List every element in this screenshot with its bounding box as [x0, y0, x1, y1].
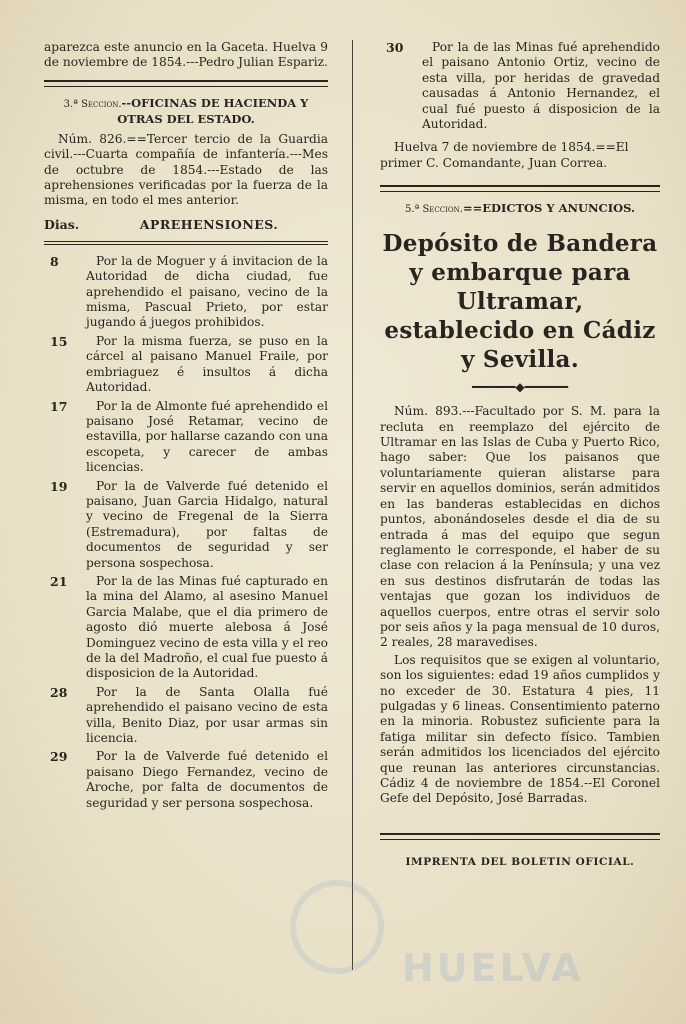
entry-text: Por la de Valverde fué detenido el paisano, Juan Garcia Hidalgo, natural y vecino de Fregenal de la Sierra (Estremadura), por faltas de documentos de seguridad y ser persona sospechosa. — [86, 478, 328, 570]
list-item — [44, 254, 328, 331]
entry-day: 15 — [50, 333, 68, 349]
entry-text: Por la misma fuerza, se puso en la cárcel al paisano Manuel Fraile, por embriaguez é insultos á dicha Autoridad. — [86, 333, 328, 395]
entry-text: Por la de Almonte fué aprehendido el paisano José Retamar, vecino de estavilla, por hallarse cazando con una escopeta, y carecer de ambas licencias. — [86, 398, 328, 475]
list-item — [44, 334, 328, 396]
entry-day: 29 — [50, 749, 68, 765]
list-item — [44, 399, 328, 476]
list-item — [44, 749, 328, 811]
rule-divider — [44, 80, 328, 87]
entry-day: 30 — [386, 40, 404, 55]
entry-day: 21 — [50, 573, 68, 589]
report-intro: Núm. 826.==Tercer tercio de la Guardia civil.---Cuarta compañía de infantería.---Mes de octubre de 1854.---Estado de las aprehensiones verificadas por la fuerza de la misma, en todo el mes anterior. — [44, 131, 328, 208]
section-5-heading — [380, 201, 660, 217]
edict-paragraph-2: Los requisitos que se exigen al voluntario, son los siguientes: edad 19 años cumplidos y no exceder de 30. Estatura 4 pies, 11 pulgadas y 6 lineas. Consentimiento paterno en la minoria. Robustez suficiente para la fatiga militar sin defecto físico. Tambien serán admitidos los licenciados del ejército que reunan las anteriores circunstancias. Cádiz 4 de noviembre de 1854.--El Coronel Gefe del Depósito, José Barradas. — [380, 652, 660, 806]
archive-watermark: HUELVA — [402, 946, 584, 990]
header-aprehensiones: APREHENSIONES. — [139, 216, 279, 232]
entry-text: Por la de Santa Olalla fué aprehendido el paisano vecino de esta villa, Benito Diaz, por usar armas sin licencia. — [86, 684, 328, 746]
section-5-title: ==EDICTOS Y ANUNCIOS. — [462, 201, 635, 216]
edict-paragraph-1: Núm. 893.---Facultado por S. M. para la recluta en reemplazo del ejército de Ultramar en las Islas de Cuba y Puerto Rico, hago saber: Que los paisanos que voluntariamente quieran alistarse para servir en aquellos dominios, serán admitidos en las banderas establecidas en dichos puntos, abonándoseles desde el dia de su entrada á mas del equipo que segun reglamento le corresponde, el haber de su clase con relacion á la Península; y una vez en sus destinos disfrutarán de todas las ventajas que gozan los individuos de aquellos cuerpos, entre otras el servir solo por seis años y la paga mensual de 10 duros, 2 reales, 28 maravedises. — [380, 404, 660, 650]
entry-day: 28 — [50, 684, 68, 700]
section-3-heading — [44, 96, 328, 126]
table-header — [44, 217, 328, 232]
section-3-label: 3.ª Seccion. — [63, 98, 122, 110]
section-3-title: --OFICINAS DE HACIENDA Y OTRAS DEL ESTADO. — [117, 95, 309, 126]
entry-day: 8 — [50, 253, 59, 269]
left-column — [44, 40, 328, 814]
archive-seal-watermark — [290, 880, 384, 974]
list-item — [44, 685, 328, 747]
rule-divider — [44, 241, 328, 245]
list-item — [380, 40, 660, 132]
entry-day: 19 — [50, 478, 68, 494]
list-item — [44, 479, 328, 571]
section-5-label: 5.ª Seccion. — [404, 204, 463, 216]
left-top-paragraph: aparezca este anuncio en la Gaceta. Huelva 9 de noviembre de 1854.---Pedro Julian Espariz. — [44, 40, 328, 70]
entry-text: Por la de las Minas fué capturado en la mina del Alamo, al asesino Manuel Garcia Malabe, que el dia primero de agosto dió muerte alebosa á José Dominguez vecino de esta villa y el reo de la del Madroño, el cual fue puesto á disposicion de la Autoridad. — [86, 573, 328, 681]
list-item — [44, 574, 328, 682]
entry-day: 17 — [50, 398, 68, 414]
printer-imprint: IMPRENTA DEL BOLETIN OFICIAL. — [405, 855, 635, 868]
ornament-divider: ━━━━━━◆━━━━━━ — [472, 380, 568, 395]
entry-text: Por la de Valverde fué detenido el paisano Diego Fernandez, vecino de Aroche, por falta de documentos de seguridad y ser persona sospechosa. — [86, 749, 328, 810]
right-column — [380, 40, 660, 868]
rule-divider — [380, 833, 660, 840]
entry-text: Por la de las Minas fué aprehendido el paisano Antonio Ortiz, vecino de esta villa, por heridas de gravedad causadas á Antonio Hernandez, el cual fué puesto á disposicion de la Autoridad. — [422, 40, 660, 132]
header-dias: Dias. — [44, 216, 80, 232]
rule-divider — [380, 185, 660, 192]
signoff: Huelva 7 de noviembre de 1854.==El primer C. Comandante, Juan Correa. — [380, 140, 629, 170]
entry-text: Por la de Moguer y á invitacion de la Autoridad de dicha ciudad, fue aprehendido el paisano, vecino de la misma, Pascual Prieto, por estar jugando á juegos prohibidos. — [86, 253, 328, 330]
column-divider — [352, 40, 353, 970]
page-title: Depósito de Bandera y embarque para Ultramar, establecido en Cádiz y Sevilla. — [382, 230, 658, 374]
